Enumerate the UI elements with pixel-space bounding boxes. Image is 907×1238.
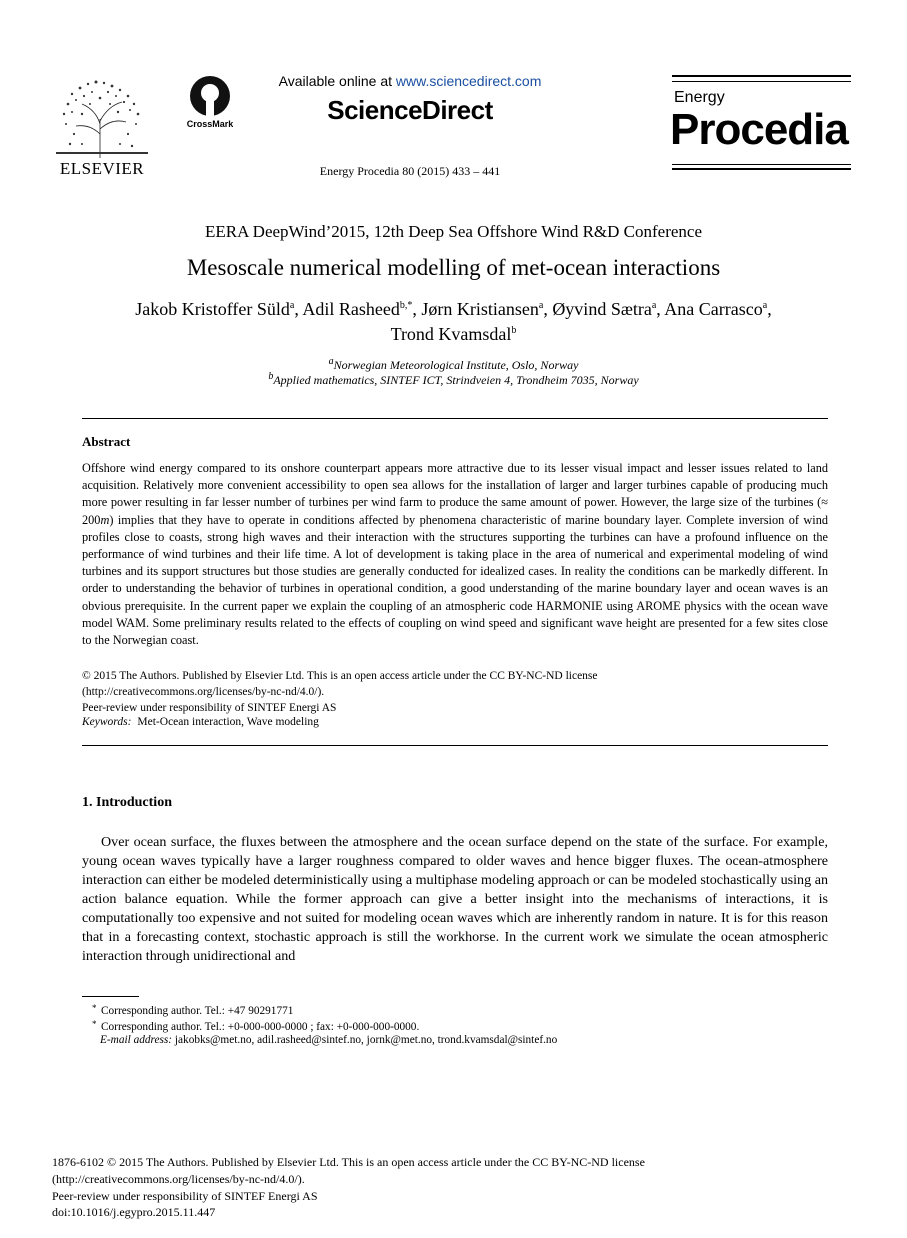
affiliation (0, 371, 907, 388)
license-link[interactable]: (http://creativecommons.org/licenses/by-nc-nd/4.0/). (82, 686, 325, 698)
abstract-body (82, 460, 828, 649)
footer-doi[interactable]: doi:10.1016/j.egypro.2015.11.447 (52, 1205, 216, 1219)
footnote-mark: * (92, 1003, 97, 1013)
keywords-label: Keywords: (82, 716, 132, 728)
affiliation-text: Applied mathematics, SINTEF ICT, Strindveien 4, Trondheim 7035, Norway (273, 373, 639, 387)
peer-review-note: Peer-review under responsibility of SINTEF Energi AS (82, 702, 337, 714)
author-name: Øyvind Sætra (552, 299, 652, 319)
available-online-prefix: Available online at (278, 73, 396, 89)
footnote (92, 1003, 293, 1017)
footer-peer-review: Peer-review under responsibility of SINTEF Energi AS (52, 1189, 318, 1203)
abstract-math-unit: m (100, 512, 110, 527)
author-separator: , (767, 299, 772, 319)
keywords-text: Met-Ocean interaction, Wave modeling (137, 716, 319, 728)
affiliation-mark: a (538, 300, 544, 311)
author-list (0, 299, 907, 320)
affiliation-mark: b (268, 371, 274, 382)
available-online-line (260, 73, 560, 89)
footer-license-link[interactable]: (http://creativecommons.org/licenses/by-nc-nd/4.0/). (52, 1172, 305, 1186)
abstract-bottom-rule (82, 745, 828, 746)
keywords-line (82, 715, 319, 729)
sciencedirect-brand: ScienceDirect (327, 95, 493, 125)
conference-name: EERA DeepWind’2015, 12th Deep Sea Offshore Wind R&D Conference (204, 222, 703, 241)
paper-title: Mesoscale numerical modelling of met-ocean interactions (186, 255, 721, 280)
journal-brand-top: Energy (674, 89, 725, 106)
footnote-mark: * (92, 1019, 97, 1029)
footnote (92, 1019, 419, 1033)
affiliation-mark: a (328, 356, 334, 367)
crossmark-label: CrossMark (186, 119, 234, 129)
email-label: E-mail address: (100, 1034, 173, 1046)
author-name: Trond Kvamsdal (390, 324, 512, 344)
author-name: Ana Carrasco (664, 299, 763, 319)
author-name: Adil Rasheed (302, 299, 400, 319)
author-list-continued (0, 324, 907, 345)
affiliation-mark: b (511, 325, 517, 336)
author-separator: , (543, 299, 553, 319)
affiliation-mark: a (762, 300, 768, 311)
copyright-notice: © 2015 The Authors. Published by Elsevier Ltd. This is an open access article under the CC BY-NC-ND license (82, 670, 598, 682)
abstract-heading: Abstract (82, 434, 131, 449)
abstract-text: Offshore wind energy compared to its onshore counterpart appears more attractive due to its lesser visual impact and lesser issues related to land acquisition. Relatively more convenient accessibility to open sea allows for the installation of larger and larger turbines capable of producing much more power resulting in far lesser number of turbines per wind farm to produce the same amount of power. However, the large size of the turbines (≈ 200 (82, 461, 828, 527)
journal-brand-rule (672, 81, 851, 82)
author-separator: , (656, 299, 665, 319)
abstract-top-rule (82, 418, 828, 419)
affiliation-mark: b,* (399, 300, 413, 311)
author-separator: , (294, 299, 303, 319)
journal-citation: Energy Procedia 80 (2015) 433 – 441 (319, 164, 501, 178)
section-heading: 1. Introduction (82, 795, 172, 810)
email-addresses: jakobks@met.no, adil.rasheed@sintef.no, jornk@met.no, trond.kvamsdal@sintef.no (172, 1034, 558, 1046)
footer-issn-line: 1876-6102 © 2015 The Authors. Published by Elsevier Ltd. This is an open access article under the CC BY-NC-ND license (52, 1155, 645, 1169)
footnote-rule (82, 996, 139, 997)
journal-brand-rule (672, 164, 851, 165)
elsevier-wordmark: ELSEVIER (59, 159, 145, 178)
journal-brand-rule (672, 168, 851, 170)
sciencedirect-link[interactable]: www.sciencedirect.com (395, 73, 542, 89)
author-name: Jakob Kristoffer Süld (135, 299, 290, 319)
journal-brand-rule (672, 75, 851, 77)
footnote-email (100, 1034, 557, 1046)
introduction-paragraph: Over ocean surface, the fluxes between the atmosphere and the ocean surface depend on the state of the surface. For example, young ocean waves typically have a larger roughness compared to older waves and hence bigger fluxes. The ocean-atmosphere interaction can either be modeled deterministically using a multiphase modeling approach or can be modeled stochastically using an action balance equation. While the former approach can give a better insight into the mechanisms of interactions, it is computationally too expensive and not suited for modeling ocean waves which are inherently random in nature. It is for this reason that in a forecasting context, stochastic approach is still the workhorse. In the current work we simulate the ocean atmospheric interaction through unidirectional and (82, 834, 828, 964)
affiliation-text: Norwegian Meteorological Institute, Oslo, Norway (333, 358, 579, 372)
journal-brand-main: Procedia (670, 105, 848, 154)
abstract-text: ) implies that they have to operate in conditions affected by phenomena characteristic of marine boundary layer. Complete inversion of wind profiles close to coasts, strong high waves and their interaction with the structures supporting the turbines can have a profound influence on the performance of wind turbines and their life time. A lot of development is taking place in the area of numerical and experimental modeling of wind turbines and its support structures but those studies are generally conducted for idealized cases. In reality the conditions can be markedly different. In order to understanding the behavior of turbines in operational condition, a good understanding of the marine boundary layer and ocean waves is an obvious prerequisite. In the current paper we explain the coupling of an atmospheric code HARMONIE using AROME physics with the ocean wave model WAM. Some preliminary results related to the effects of coupling on wind speed and significant wave height are presented for a few sites close to the Norwegian coast. (82, 512, 828, 648)
affiliation-mark: a (651, 300, 657, 311)
author-name: Jørn Kristiansen (421, 299, 539, 319)
affiliation-mark: a (289, 300, 295, 311)
footnote-text: Corresponding author. Tel.: +47 90291771 (101, 1005, 294, 1017)
author-separator: , (412, 299, 422, 319)
footnote-text: Corresponding author. Tel.: +0-000-000-0000 ; fax: +0-000-000-0000. (101, 1021, 420, 1033)
